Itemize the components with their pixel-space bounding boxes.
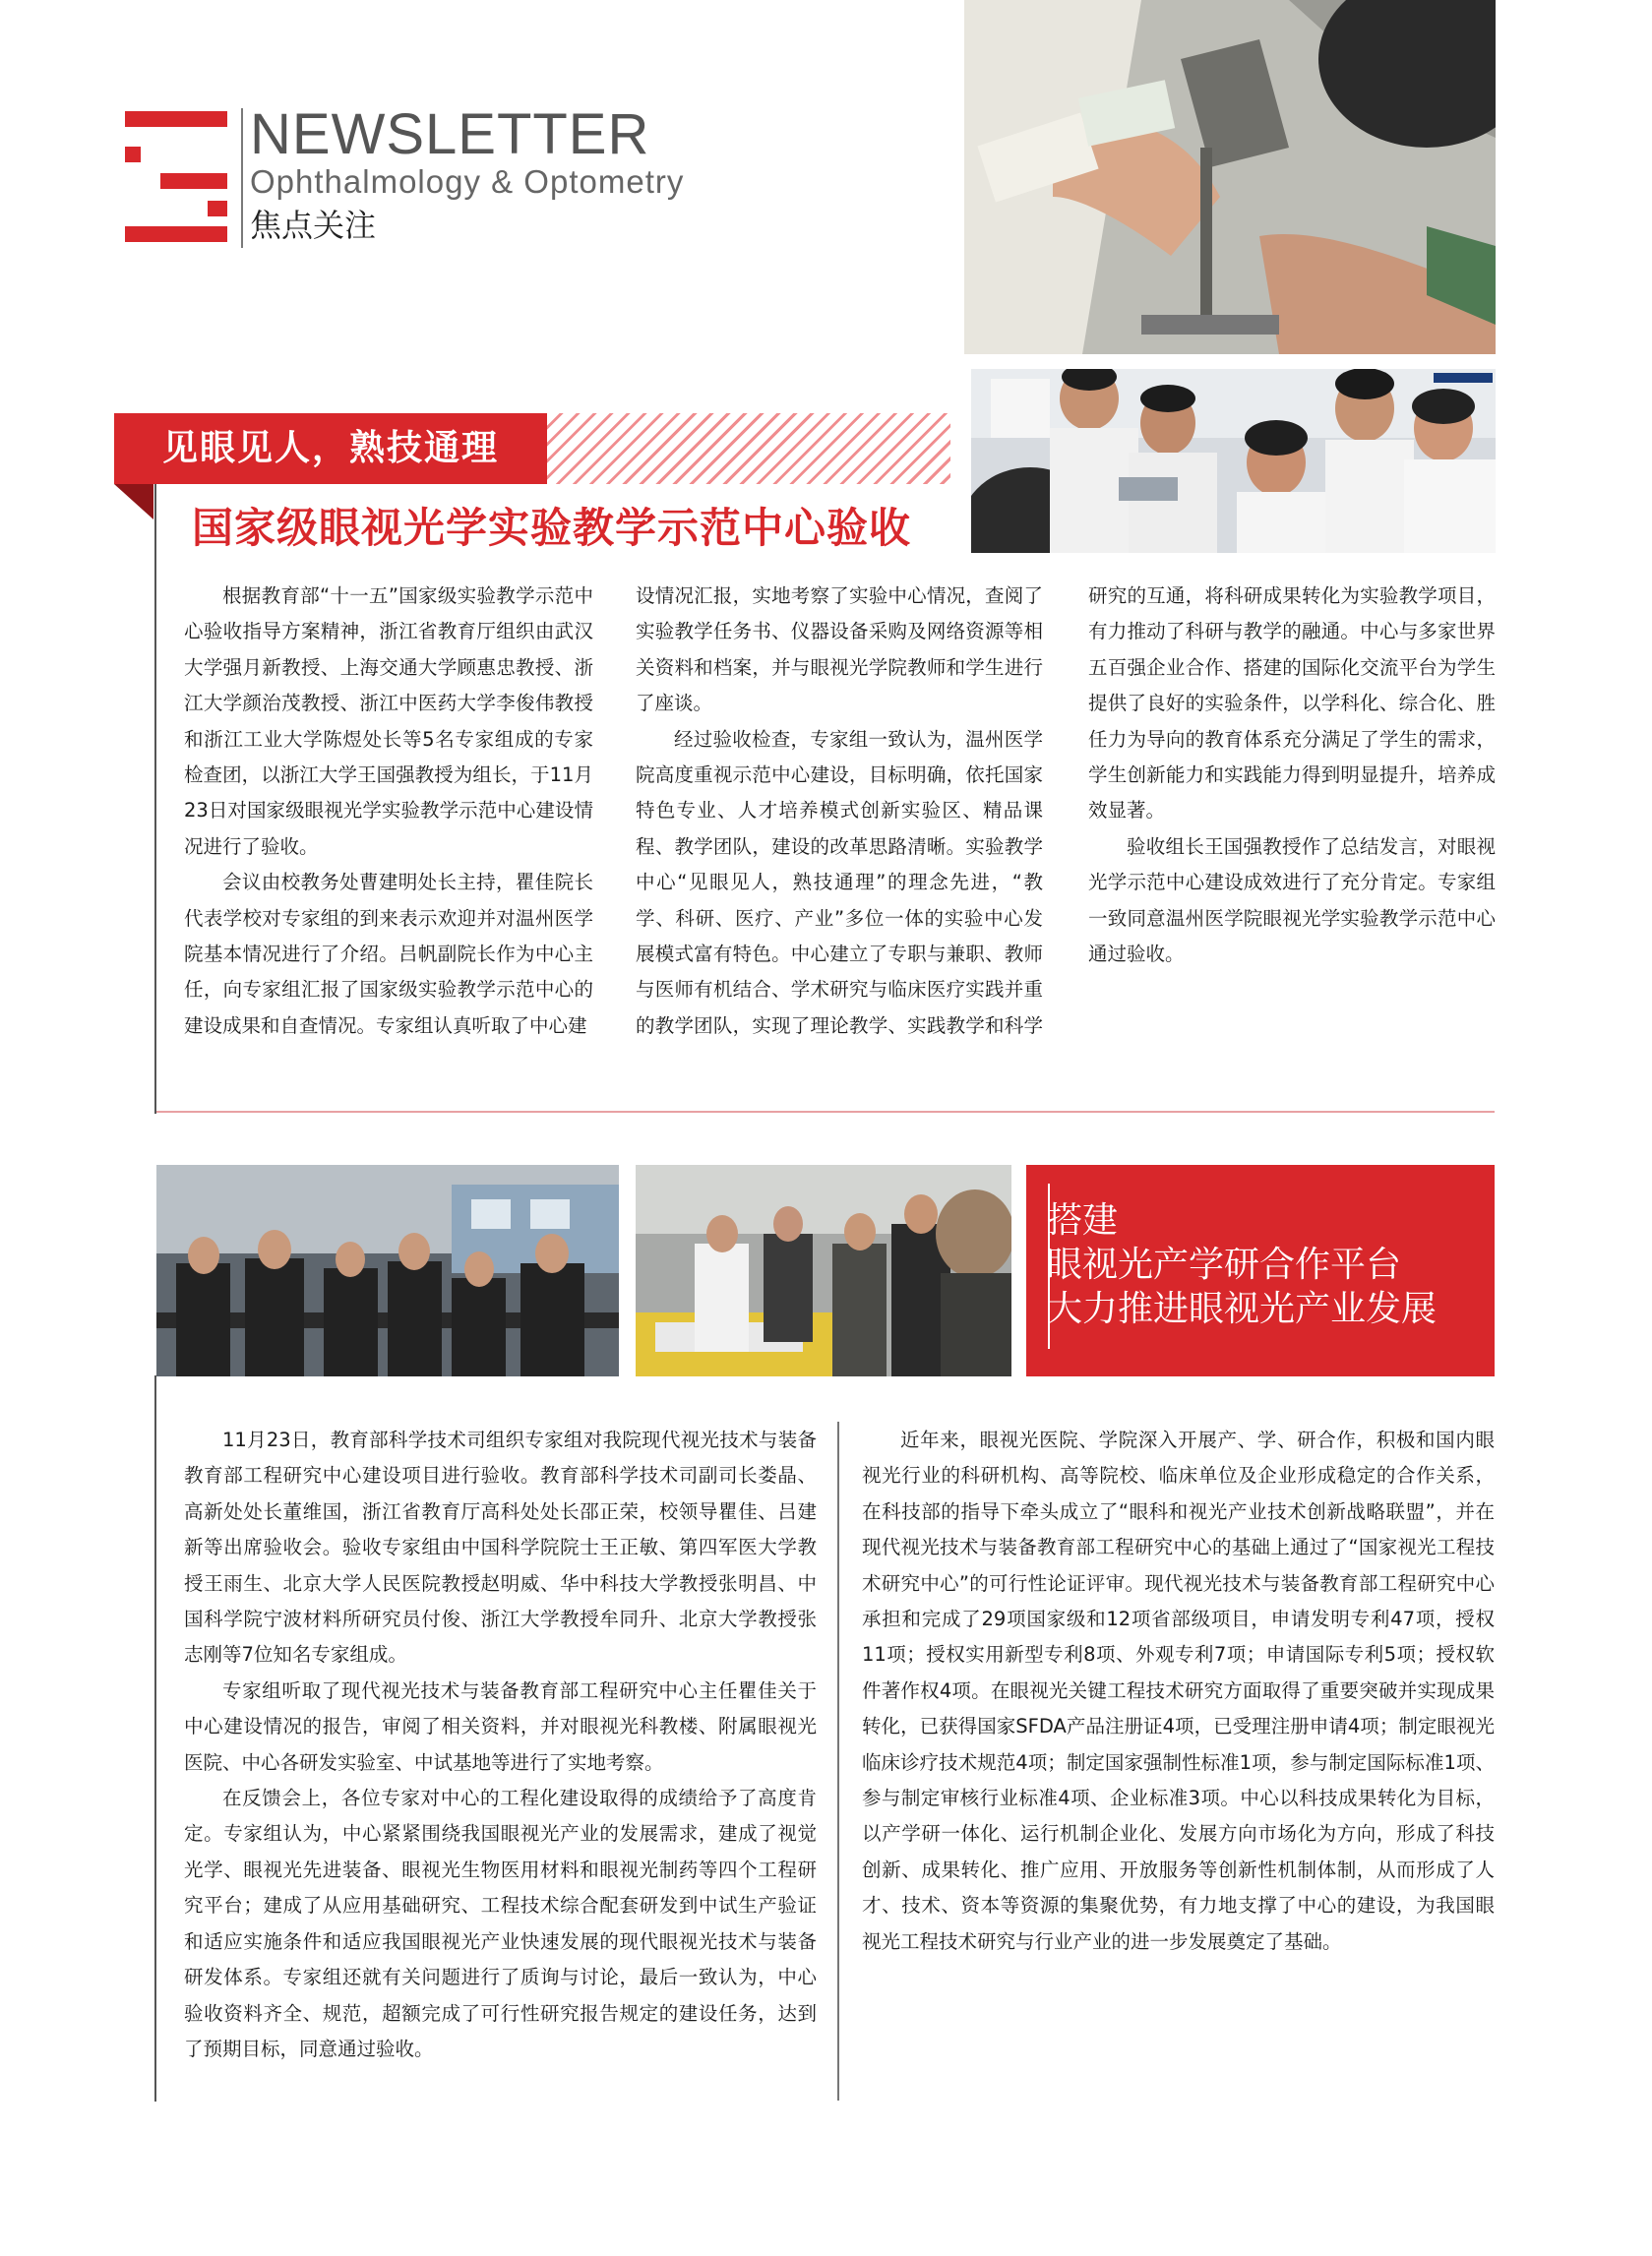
article2-headline xyxy=(1047,1198,1437,1331)
masthead-divider xyxy=(241,108,243,248)
article1-column-1 xyxy=(184,579,593,1044)
photo-hands-device xyxy=(964,0,1496,354)
decorative-stripes xyxy=(547,413,950,484)
masthead-title: NEWSLETTER xyxy=(250,102,650,166)
ribbon-fold xyxy=(114,484,153,519)
article1-columns-2-3 xyxy=(636,579,1496,1051)
article2-headline-line-2: 眼视光产学研合作平台 xyxy=(1047,1245,1402,1285)
masthead-subtitle: Ophthalmology & Optometry xyxy=(250,163,685,200)
article1-paragraph-4: 验收组长王国强教授作了总结发言，对眼视光学示范中心建设成效进行了充分肯定。专家组一致同意温州医学院眼视光学实验教学示范中心通过验收。 xyxy=(1088,834,1496,966)
article2-paragraph-2: 专家组听取了现代视光技术与装备教育部工程研究中心主任瞿佳关于中心建设情况的报告，审阅了相关资料，并对眼视光科教楼、附属眼视光医院、中心各研发实验室、中试基地等进行了实地考察。 xyxy=(184,1678,817,1774)
article2-headline-line-3: 大力推进眼视光产业发展 xyxy=(1047,1289,1438,1329)
article1-left-rule xyxy=(154,484,156,1114)
article1-paragraph-2-continued: 设情况汇报，实地考察了实验中心情况，查阅了实验教学任务书、仪器设备采购及网络资源等相关资料和档案，并与眼视光学院教师和学生进行了座谈。 xyxy=(636,584,1043,715)
article1-paragraph-3: 经过验收检查，专家组一致认为，温州医学院高度重视示范中心建设，目标明确，依托国家特色专业、人才培养模式创新实验区、精品课程、教学团队，建设的改革思路清晰。实验教学中心“见眼见人，熟技通理”的理念先进，“教学、科研、医疗、产业”多位一体的实验中心发展模式富有特色。中心建立了专职与兼职、教师与医师有机结合、学术研究与临床医疗实践并重的教学团队，实现了理论教学、实践教学和科学研究的互通，将科研成果转化为实验教学项目，有力推动了科研与教学的融通。中心与多家世界五百强企业合作、搭建的国际化交流平台为学生提供了良好的实验条件，以学科化、综合化、胜任力为导向的教育体系充分满足了学生的需求，学生创新能力和实践能力得到明显提升，培养成效显著。 xyxy=(636,584,1496,1037)
photo-lab-visit-workshop xyxy=(636,1165,1011,1376)
article1-headline: 国家级眼视光学实验教学示范中心验收 xyxy=(192,504,912,552)
article2-columns xyxy=(184,1423,1495,2111)
photo-slit-lamp-exam xyxy=(971,369,1496,553)
section-label: 焦点关注 xyxy=(250,207,377,244)
article1-paragraph-2: 会议由校教务处曹建明处长主持，瞿佳院长代表学校对专家组的到来表示欢迎并对温州医学院基本情况进行了介绍。吕帆副院长作为中心主任，向专家组汇报了国家级实验教学示范中心的建设成果和自查情况。专家组认真听取了中心建 xyxy=(184,871,593,1037)
section-divider xyxy=(156,1111,1495,1113)
article2-paragraph-3: 在反馈会上，各位专家对中心的工程化建设取得的成绩给予了高度肯定。专家组认为，中心紧紧围绕我国眼视光产业的发展需求，建成了视觉光学、眼视光先进装备、眼视光生物医用材料和眼视光制药等四个工程研究平台；建成了从应用基础研究、工程技术综合配套研发到中试生产验证和适应实施条件和适应我国眼视光产业快速发展的现代眼视光技术与装备研发体系。专家组还就有关问题进行了质询与讨论，最后一致认为，中心验收资料齐全、规范，超额完成了可行性研究报告规定的建设任务，达到了预期目标，同意通过验收。 xyxy=(184,1787,817,2060)
article2-paragraph-1: 11月23日，教育部科学技术司组织专家组对我院现代视光技术与装备教育部工程研究中心建设项目进行验收。教育部科学技术司副司长娄晶、高新处处长董维国，浙江省教育厅高科处处长邵正荣，校领导瞿佳、吕建新等出席验收会。验收专家组由中国科学院院士王正敏、第四军医大学教授王雨生、北京大学人民医院教授赵明威、华中科技大学教授张明昌、中国科学院宁波材料所研究员付俊、浙江大学教授牟同升、北京大学教授张志刚等7位知名专家组成。 xyxy=(184,1429,817,1667)
photo-lab-visit-corridor xyxy=(156,1165,619,1376)
article2-paragraph-4: 近年来，眼视光医院、学院深入开展产、学、研合作，积极和国内眼视光行业的科研机构、高等院校、临床单位及企业形成稳定的合作关系，在科技部的指导下牵头成立了“眼科和视光产业技术创新战略联盟”，并在现代视光技术与装备教育部工程研究中心的基础上通过了“国家视光工程技术研究中心”的可行性论证评审。现代视光技术与装备教育部工程研究中心承担和完成了29项国家级和12项省部级项目，申请发明专利47项，授权11项；授权实用新型专利8项、外观专利7项；申请国际专利5项；授权软件著作权4项。在眼视光关键工程技术研究方面取得了重要突破并实现成果转化，已获得国家SFDA产品注册证4项，已受理注册申请4项；制定眼视光临床诊疗技术规范4项；制定国家强制性标准1项，参与制定国际标准1项、参与制定审核行业标准4项、企业标准3项。中心以科技成果转化为目标，以产学研一体化、运行机制企业化、发展方向市场化为方向，形成了科技创新、成果转化、推广应用、开放服务等创新性机制体制，从而形成了人才、技术、资本等资源的集聚优势，有力地支撑了中心的建设，为我国眼视光工程技术研究与行业产业的进一步发展奠定了基础。 xyxy=(862,1429,1495,1953)
article2-left-rule xyxy=(154,1375,156,2102)
article1-paragraph-1: 根据教育部“十一五”国家级实验教学示范中心验收指导方案精神，浙江省教育厅组织由武汉大学强月新教授、上海交通大学顾惠忠教授、浙江大学颜治茂教授、浙江中医药大学李俊伟教授和浙江工业大学陈煜处长等5名专家组成的专家检查团，以浙江大学王国强教授为组长，于11月23日对国家级眼视光学实验教学示范中心建设情况进行了验收。 xyxy=(184,584,593,858)
article2-headline-line-1: 搭建 xyxy=(1047,1200,1119,1241)
article1-kicker: 见眼见人，熟技通理 xyxy=(114,413,547,484)
